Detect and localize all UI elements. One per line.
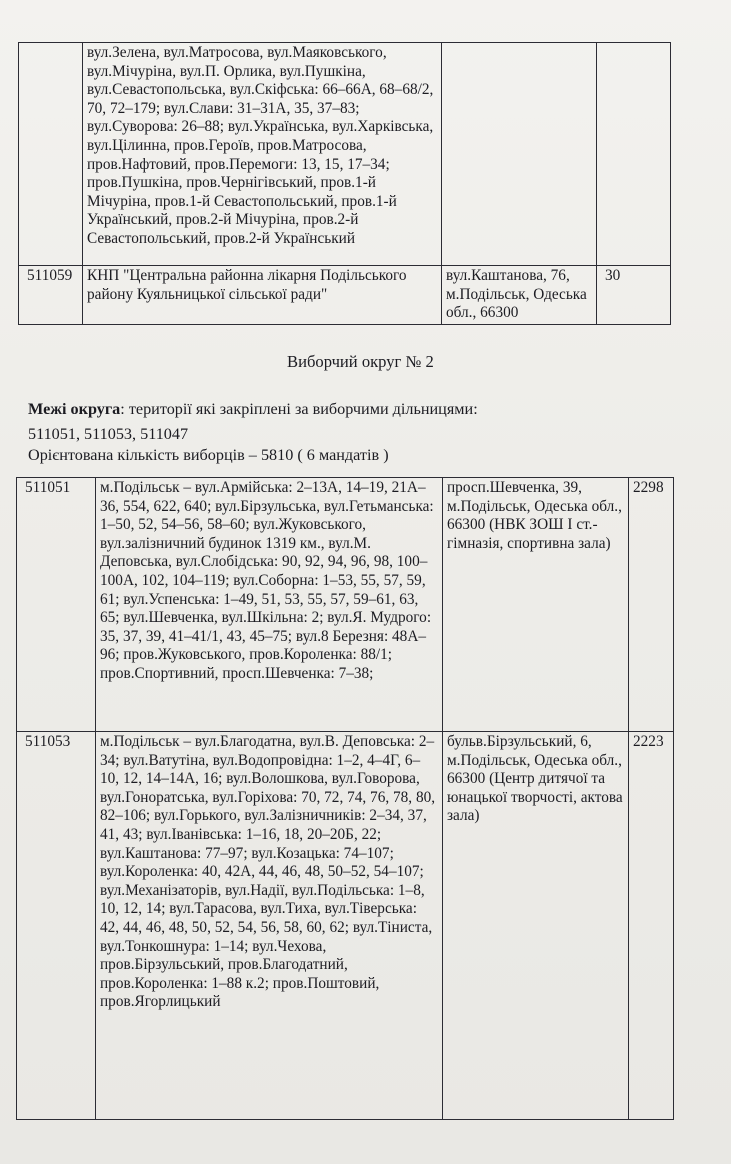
- table-row: [19, 266, 671, 325]
- voters-estimate: Орієнтована кількість виборців – 5810 ( 6 мандатів ): [28, 446, 389, 464]
- precinct-list: 511051, 511053, 511047: [28, 425, 189, 443]
- district-bounds: [28, 399, 478, 419]
- voters-cell: 2298: [629, 478, 674, 732]
- precinct-table-top: [18, 42, 671, 325]
- precinct-table-bottom: [16, 477, 674, 1120]
- address-cell: просп.Шевченка, 39, м.Подільськ, Одеська обл., 66300 (НВК ЗОШ І ст.-гімназія, спортивна зала): [443, 478, 629, 732]
- precinct-number-cell: [19, 43, 83, 266]
- address-cell: вул.Каштанова, 76, м.Подільськ, Одеська обл., 66300: [442, 266, 597, 325]
- precinct-number-cell: 511059: [19, 266, 83, 325]
- table-row: [17, 478, 674, 732]
- territory-cell: м.Подільськ – вул.Благодатна, вул.В. Деповська: 2–34; вул.Ватутіна, вул.Водопровідна: 1–2, 4–4Г, 6–10, 12, 14–14А, 16; вул.Волошкова, вул.Говорова, вул.Гоноратська, вул.Горіхова: 70, 72, 74, 76, 78, 80, 82–106; вул.Горького, вул.Залізничників: 2–34, 37, 41, 43; вул.Іванівська: 1–16, 18, 20–20Б, 22; вул.Каштанова: 77–97; вул.Козацька: 74–107; вул.Короленка: 40, 42А, 44, 46, 48, 50–52, 54–107; вул.Механізаторів, вул.Надії, вул.Подільська: 1–8, 10, 12, 14; вул.Тарасова, вул.Тиха, вул.Тіверська: 42, 44, 46, 48, 50, 52, 54, 56, 58, 60, 62; вул.Тіниста, вул.Тонкошнура: 1–14; вул.Чехова, пров.Бірзульський, пров.Благодатний, пров.Короленка: 1–88 к.2; пров.Поштовий, пров.Ягорлицький: [96, 732, 443, 1120]
- address-cell: бульв.Бірзульський, 6, м.Подільськ, Одеська обл., 66300 (Центр дитячої та юнацької творчості, актова зала): [443, 732, 629, 1120]
- voters-cell: 2223: [629, 732, 674, 1120]
- district-title: Виборчий округ № 2: [287, 352, 434, 371]
- table-row: [19, 43, 671, 266]
- voters-cell: [597, 43, 671, 266]
- bounds-text: : території які закріплені за виборчими дільницями:: [120, 400, 478, 418]
- precinct-number-cell: 511051: [17, 478, 96, 732]
- address-cell: [442, 43, 597, 266]
- territory-cell: вул.Зелена, вул.Матросова, вул.Маяковського, вул.Мічуріна, вул.П. Орлика, вул.Пушкіна, вул.Севастопольська, вул.Скіфська: 66–66А, 68–68/2, 70, 72–179; вул.Слави: 31–31А, 35, 37–83; вул.Суворова: 26–88; вул.Українська, вул.Харківська, вул.Цілинна, пров.Героїв, пров.Матросова, пров.Нафтовий, пров.Перемоги: 13, 15, 17–34; пров.Пушкіна, пров.Чернігівський, пров.1-й Мічуріна, пров.1-й Севастопольський, пров.1-й Український, пров.2-й Мічуріна, пров.2-й Севастопольський, пров.2-й Український: [83, 43, 442, 266]
- voters-cell: 30: [597, 266, 671, 325]
- territory-cell: м.Подільськ – вул.Армійська: 2–13А, 14–19, 21А–36, 554, 622, 640; вул.Бірзульська, вул.Гетьманська: 1–50, 52, 54–56, 58–60; вул.Жуковського, вул.залізничний будинок 1319 км., вул.М. Деповська, вул.Слобідська: 90, 92, 94, 96, 98, 100–100А, 102, 104–119; вул.Соборна: 1–53, 55, 57, 59, 61; вул.Успенська: 1–49, 51, 53, 55, 57, 59–61, 63, 65; вул.Шевченка, вул.Шкільна: 2; вул.Я. Мудрого: 35, 37, 39, 41–41/1, 43, 45–75; вул.8 Березня: 48А–96; пров.Жуковського, пров.Короленка: 88/1; пров.Спортивний, просп.Шевченка: 7–38;: [96, 478, 443, 732]
- territory-cell: КНП "Центральна районна лікарня Подільського району Куяльницької сільської ради": [83, 266, 442, 325]
- precinct-number-cell: 511053: [17, 732, 96, 1120]
- bounds-label: Межі округа: [28, 400, 121, 418]
- table-row: [17, 732, 674, 1120]
